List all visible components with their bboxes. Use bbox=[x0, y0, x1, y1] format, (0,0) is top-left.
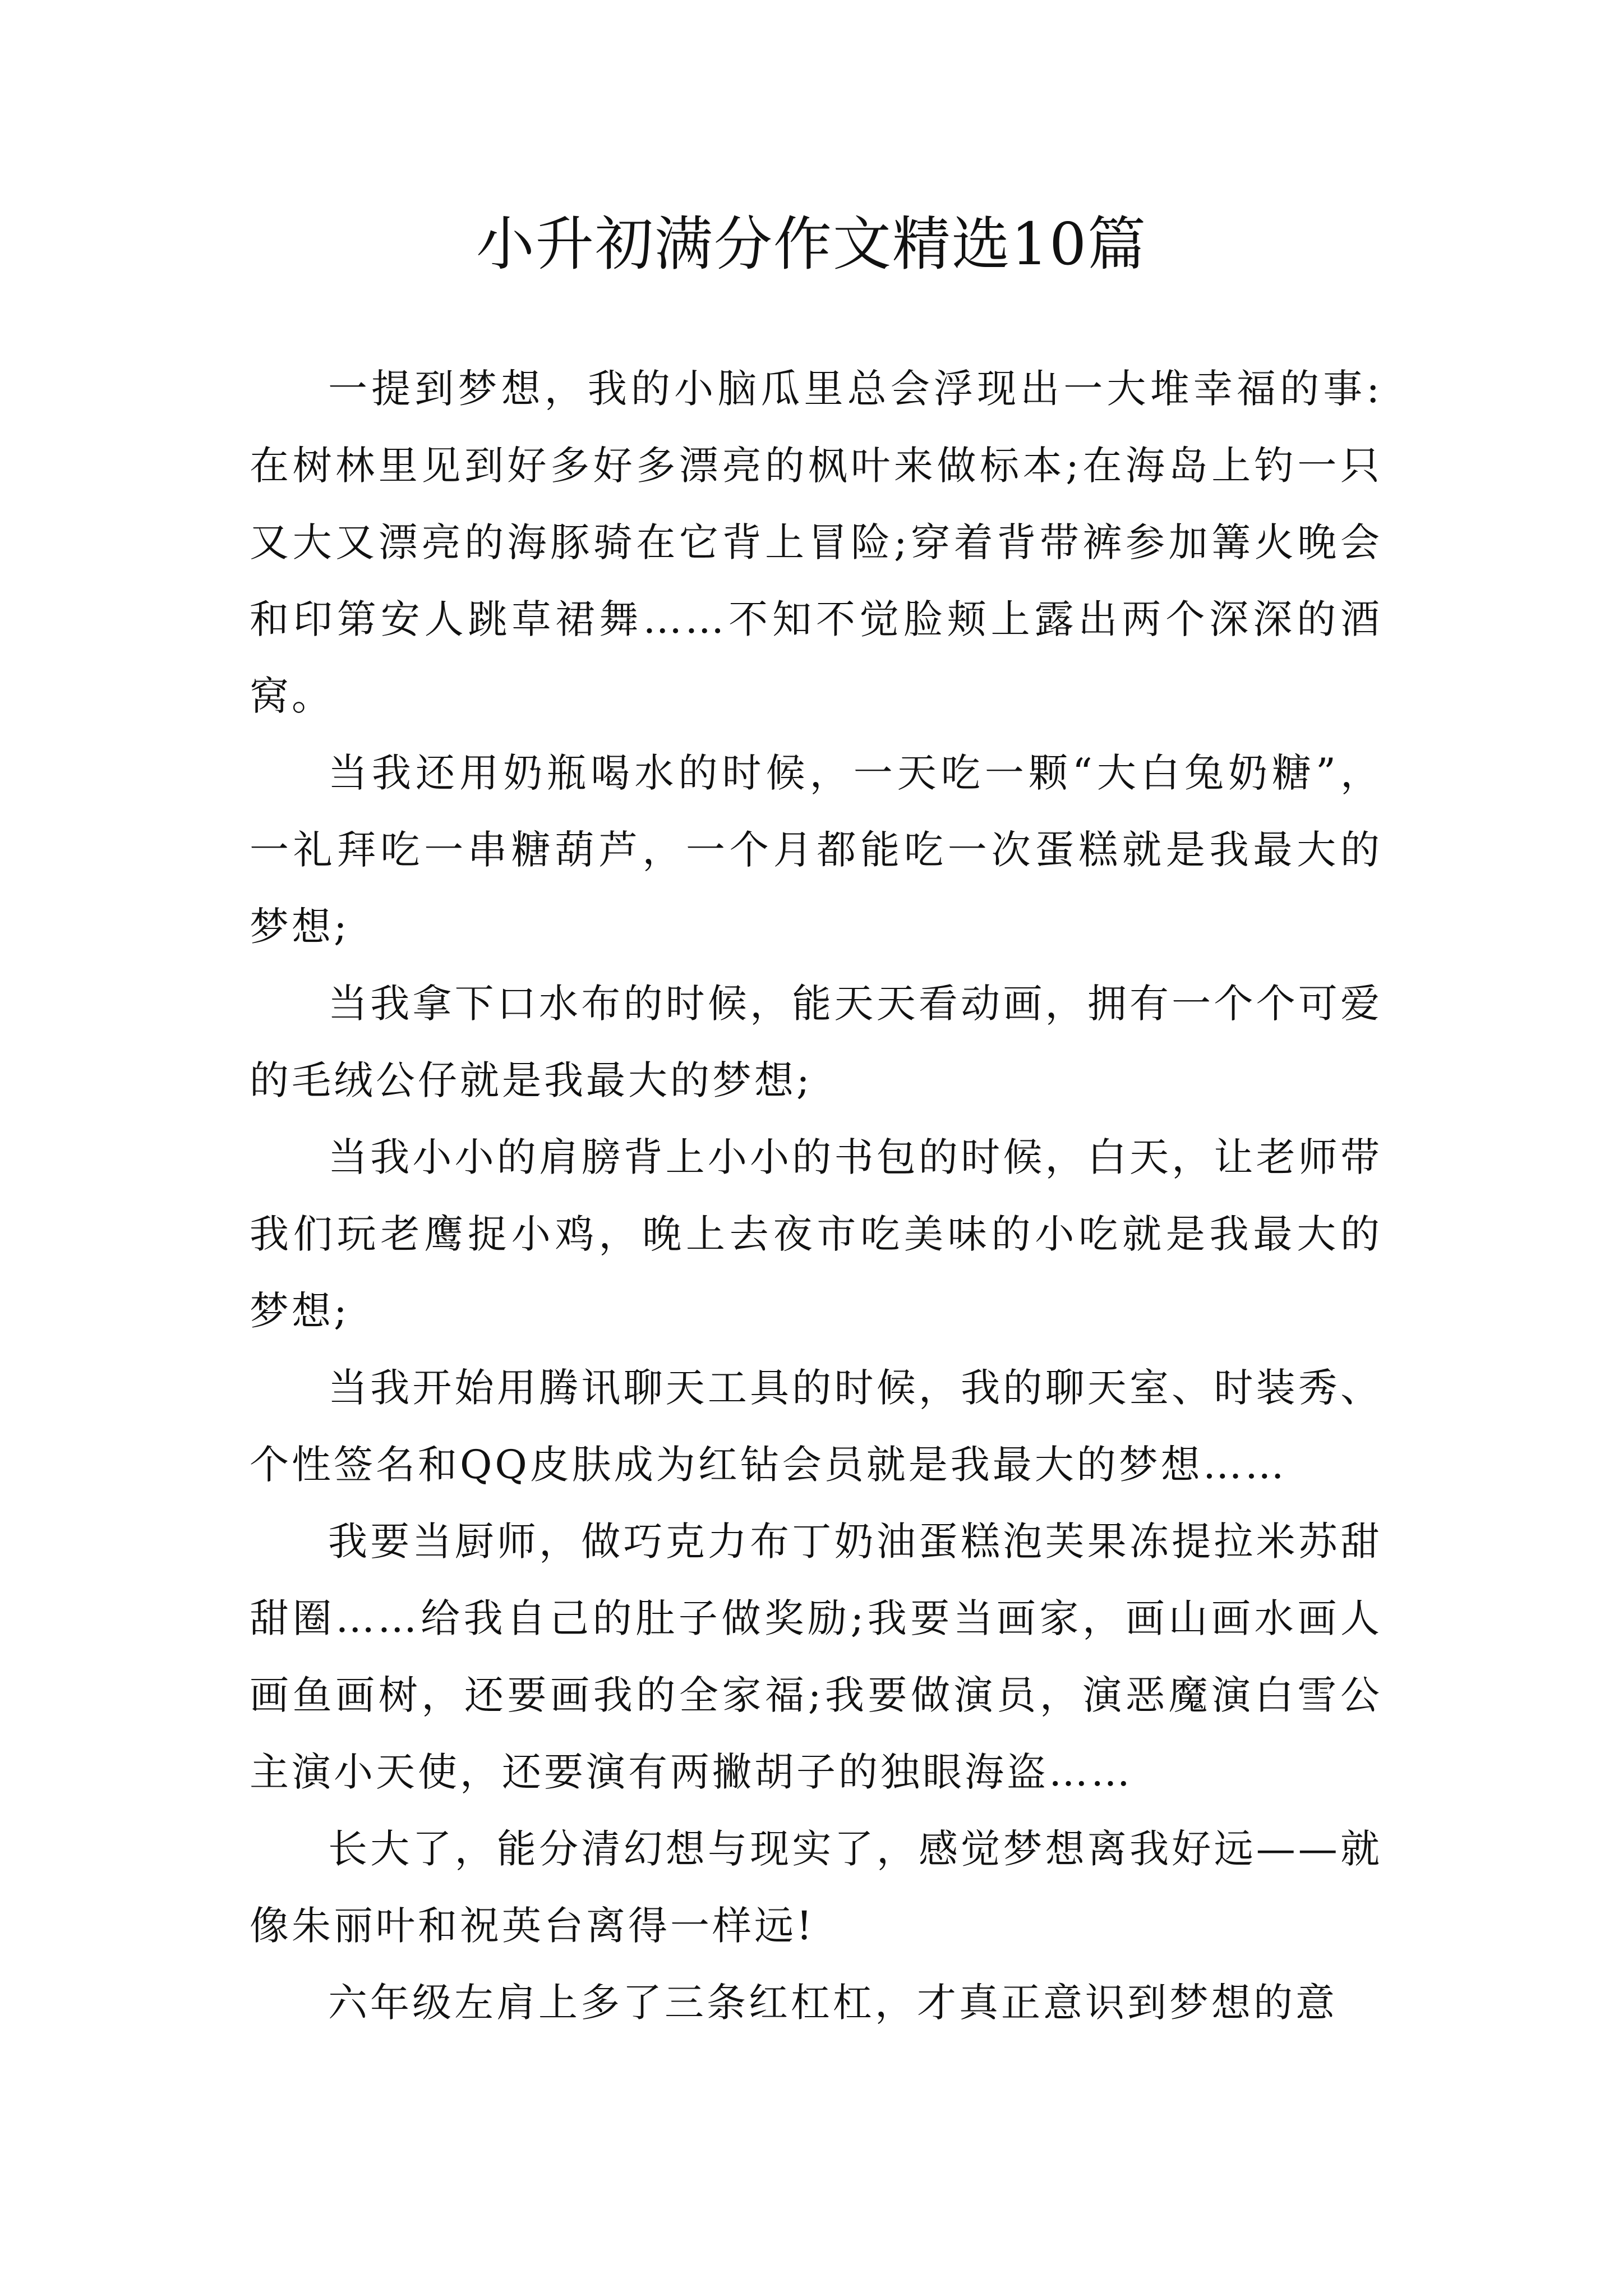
paragraph: 长大了，能分清幻想与现实了，感觉梦想离我好远——就像朱丽叶和祝英台离得一样远! bbox=[250, 1826, 1382, 1949]
paragraph: 当我拿下口水布的时候，能天天看动画，拥有一个个可爱的毛绒公仔就是我最大的梦想; bbox=[250, 981, 1382, 1103]
document-body bbox=[250, 351, 1382, 2041]
paragraph: 当我小小的肩膀背上小小的书包的时候，白天，让老师带我们玩老鹰捉小鸡，晚上去夜市吃美味的小吃就是我最大的梦想; bbox=[250, 1134, 1382, 1334]
paragraph: 六年级左肩上多了三条红杠杠，才真正意识到梦想的意 bbox=[328, 1980, 1338, 2026]
paragraph: 当我开始用腾讯聊天工具的时候，我的聊天室、时装秀、个性签名和QQ皮肤成为红钻会员就是我最大的梦想…… bbox=[250, 1365, 1382, 1488]
paragraph: 一提到梦想，我的小脑瓜里总会浮现出一大堆幸福的事:在树林里见到好多好多漂亮的枫叶来做标本;在海岛上钓一只又大又漂亮的海豚骑在它背上冒险;穿着背带裤参加篝火晚会和印第安人跳草裙舞……不知不觉脸颊上露出两个深深的酒窝。 bbox=[250, 366, 1382, 719]
paragraph: 当我还用奶瓶喝水的时候，一天吃一颗“大白兔奶糖”，一礼拜吃一串糖葫芦，一个月都能吃一次蛋糕就是我最大的梦想; bbox=[250, 750, 1382, 950]
document-title: 小升初满分作文精选10篇 bbox=[476, 210, 1147, 278]
paragraph: 我要当厨师，做巧克力布丁奶油蛋糕泡芙果冻提拉米苏甜甜圈……给我自己的肚子做奖励;我要当画家，画山画水画人画鱼画树，还要画我的全家福;我要做演员，演恶魔演白雪公主演小天使，还要演有两撇胡子的独眼海盗…… bbox=[250, 1519, 1382, 1795]
